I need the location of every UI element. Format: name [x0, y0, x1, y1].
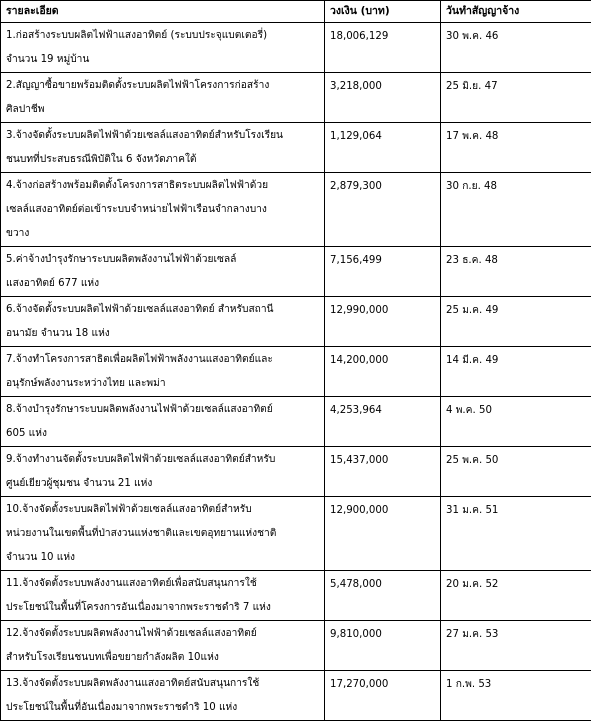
table-row [1, 571, 591, 621]
row-contract-date: 25 มิ.ย. 47 [441, 73, 591, 123]
table-row [1, 497, 591, 571]
description-line: ศิลปาชีพ [6, 98, 320, 122]
row-amount: 17,270,000 [325, 671, 441, 721]
row-amount: 5,478,000 [325, 571, 441, 621]
description-line: 13.จ้างจัดตั้งระบบผลิตพลังงานแสงอาทิตย์สนับสนุนการใช้ [6, 672, 320, 696]
row-description [1, 173, 325, 247]
row-amount: 18,006,129 [325, 23, 441, 73]
description-line: อนามัย จำนวน 18 แห่ง [6, 322, 320, 346]
row-description [1, 621, 325, 671]
table-row [1, 621, 591, 671]
row-contract-date: 1 ก.พ. 53 [441, 671, 591, 721]
description-line: สำหรับโรงเรียนชนบทเพื่อขยายกำลังผลิต 10แห่ง [6, 646, 320, 670]
row-contract-date: 31 ม.ค. 51 [441, 497, 591, 571]
description-line: ศูนย์เยียวผู้ชุมชน จำนวน 21 แห่ง [6, 472, 320, 496]
table-row [1, 173, 591, 247]
description-line: เซลล์แสงอาทิตย์ต่อเข้าระบบจำหน่ายไฟฟ้าเรือนจำกลางบาง [6, 198, 320, 222]
row-contract-date: 4 พ.ค. 50 [441, 397, 591, 447]
table-row [1, 447, 591, 497]
table-row [1, 347, 591, 397]
table-row [1, 23, 591, 73]
row-contract-date: 30 ก.ย. 48 [441, 173, 591, 247]
table-row [1, 297, 591, 347]
description-line: 7.จ้างทำโครงการสาธิตเพื่อผลิตไฟฟ้าพลังงานแสงอาทิตย์และ [6, 348, 320, 372]
description-line: จำนวน 10 แห่ง [6, 546, 320, 570]
description-line: 605 แห่ง [6, 422, 320, 446]
table-row [1, 123, 591, 173]
row-contract-date: 14 มี.ค. 49 [441, 347, 591, 397]
description-line: 3.จ้างจัดตั้งระบบผลิตไฟฟ้าด้วยเซลล์แสงอาทิตย์สำหรับโรงเรียน [6, 124, 320, 148]
row-description [1, 347, 325, 397]
description-line: อนุรักษ์พลังงานระหว่างไทย และพม่า [6, 372, 320, 396]
description-line: 6.จ้างจัดตั้งระบบผลิตไฟฟ้าด้วยเซลล์แสงอาทิตย์ สำหรับสถานี [6, 298, 320, 322]
table-row [1, 73, 591, 123]
row-amount: 3,218,000 [325, 73, 441, 123]
row-amount: 14,200,000 [325, 347, 441, 397]
row-contract-date: 30 พ.ค. 46 [441, 23, 591, 73]
description-line: 9.จ้างทำงานจัดตั้งระบบผลิตไฟฟ้าด้วยเซลล์แสงอาทิตย์สำหรับ [6, 448, 320, 472]
row-contract-date: 25 พ.ค. 50 [441, 447, 591, 497]
description-line: ประโยชน์ในพื้นที่อันเนื่องมาจากพระราชดำริ 10 แห่ง [6, 696, 320, 720]
row-amount: 9,810,000 [325, 621, 441, 671]
row-amount: 12,990,000 [325, 297, 441, 347]
header-row [1, 1, 591, 23]
row-description [1, 73, 325, 123]
row-contract-date: 17 พ.ค. 48 [441, 123, 591, 173]
description-line: ชนบทที่ประสบธรณีพิบัติใน 6 จังหวัดภาคใต้ [6, 148, 320, 172]
header-contract-date: วันทำสัญญาจ้าง [441, 1, 591, 23]
row-amount: 4,253,964 [325, 397, 441, 447]
row-description [1, 123, 325, 173]
row-amount: 7,156,499 [325, 247, 441, 297]
description-line: 4.จ้างก่อสร้างพร้อมติดตั้งโครงการสาธิตระบบผลิตไฟฟ้าด้วย [6, 174, 320, 198]
description-line: 10.จ้างจัดตั้งระบบผลิตไฟฟ้าด้วยเซลล์แสงอาทิตย์สำหรับ [6, 498, 320, 522]
header-amount: วงเงิน (บาท) [325, 1, 441, 23]
row-description [1, 571, 325, 621]
row-contract-date: 23 ธ.ค. 48 [441, 247, 591, 297]
description-line: 11.จ้างจัดตั้งระบบพลังงานแสงอาทิตย์เพื่อสนับสนุนการใช้ [6, 572, 320, 596]
row-amount: 1,129,064 [325, 123, 441, 173]
row-description [1, 297, 325, 347]
description-line: แสงอาทิตย์ 677 แห่ง [6, 272, 320, 296]
description-line: 8.จ้างบำรุงรักษาระบบผลิตพลังงานไฟฟ้าด้วยเซลล์แสงอาทิตย์ [6, 398, 320, 422]
description-line: ประโยชน์ในพื้นที่โครงการอันเนื่องมาจากพระราชดำริ 7 แห่ง [6, 596, 320, 620]
row-description [1, 447, 325, 497]
row-description [1, 397, 325, 447]
table-row [1, 397, 591, 447]
header-description: รายละเอียด [1, 1, 325, 23]
row-description [1, 671, 325, 721]
row-contract-date: 20 ม.ค. 52 [441, 571, 591, 621]
row-contract-date: 27 ม.ค. 53 [441, 621, 591, 671]
row-description [1, 23, 325, 73]
row-amount: 12,900,000 [325, 497, 441, 571]
table-row [1, 671, 591, 721]
row-amount: 2,879,300 [325, 173, 441, 247]
row-amount: 15,437,000 [325, 447, 441, 497]
row-description [1, 497, 325, 571]
row-description [1, 247, 325, 297]
description-line: 12.จ้างจัดตั้งระบบผลิตพลังงานไฟฟ้าด้วยเซลล์แสงอาทิตย์ [6, 622, 320, 646]
description-line: 2.สัญญาซื้อขายพร้อมติดตั้งระบบผลิตไฟฟ้าโครงการก่อสร้าง [6, 74, 320, 98]
description-line: ขวาง [6, 222, 320, 246]
table-row [1, 247, 591, 297]
description-line: 5.ค่าจ้างบำรุงรักษาระบบผลิตพลังงานไฟฟ้าด้วยเซลล์ [6, 248, 320, 272]
description-line: 1.ก่อสร้างระบบผลิตไฟฟ้าแสงอาทิตย์ (ระบบประจุแบตเตอรี่) [6, 24, 320, 48]
description-line: จำนวน 19 หมู่บ้าน [6, 48, 320, 72]
row-contract-date: 25 ม.ค. 49 [441, 297, 591, 347]
description-line: หน่วยงานในเขตพื้นที่ป่าสงวนแห่งชาติและเขตอุทยานแห่งชาติ [6, 522, 320, 546]
